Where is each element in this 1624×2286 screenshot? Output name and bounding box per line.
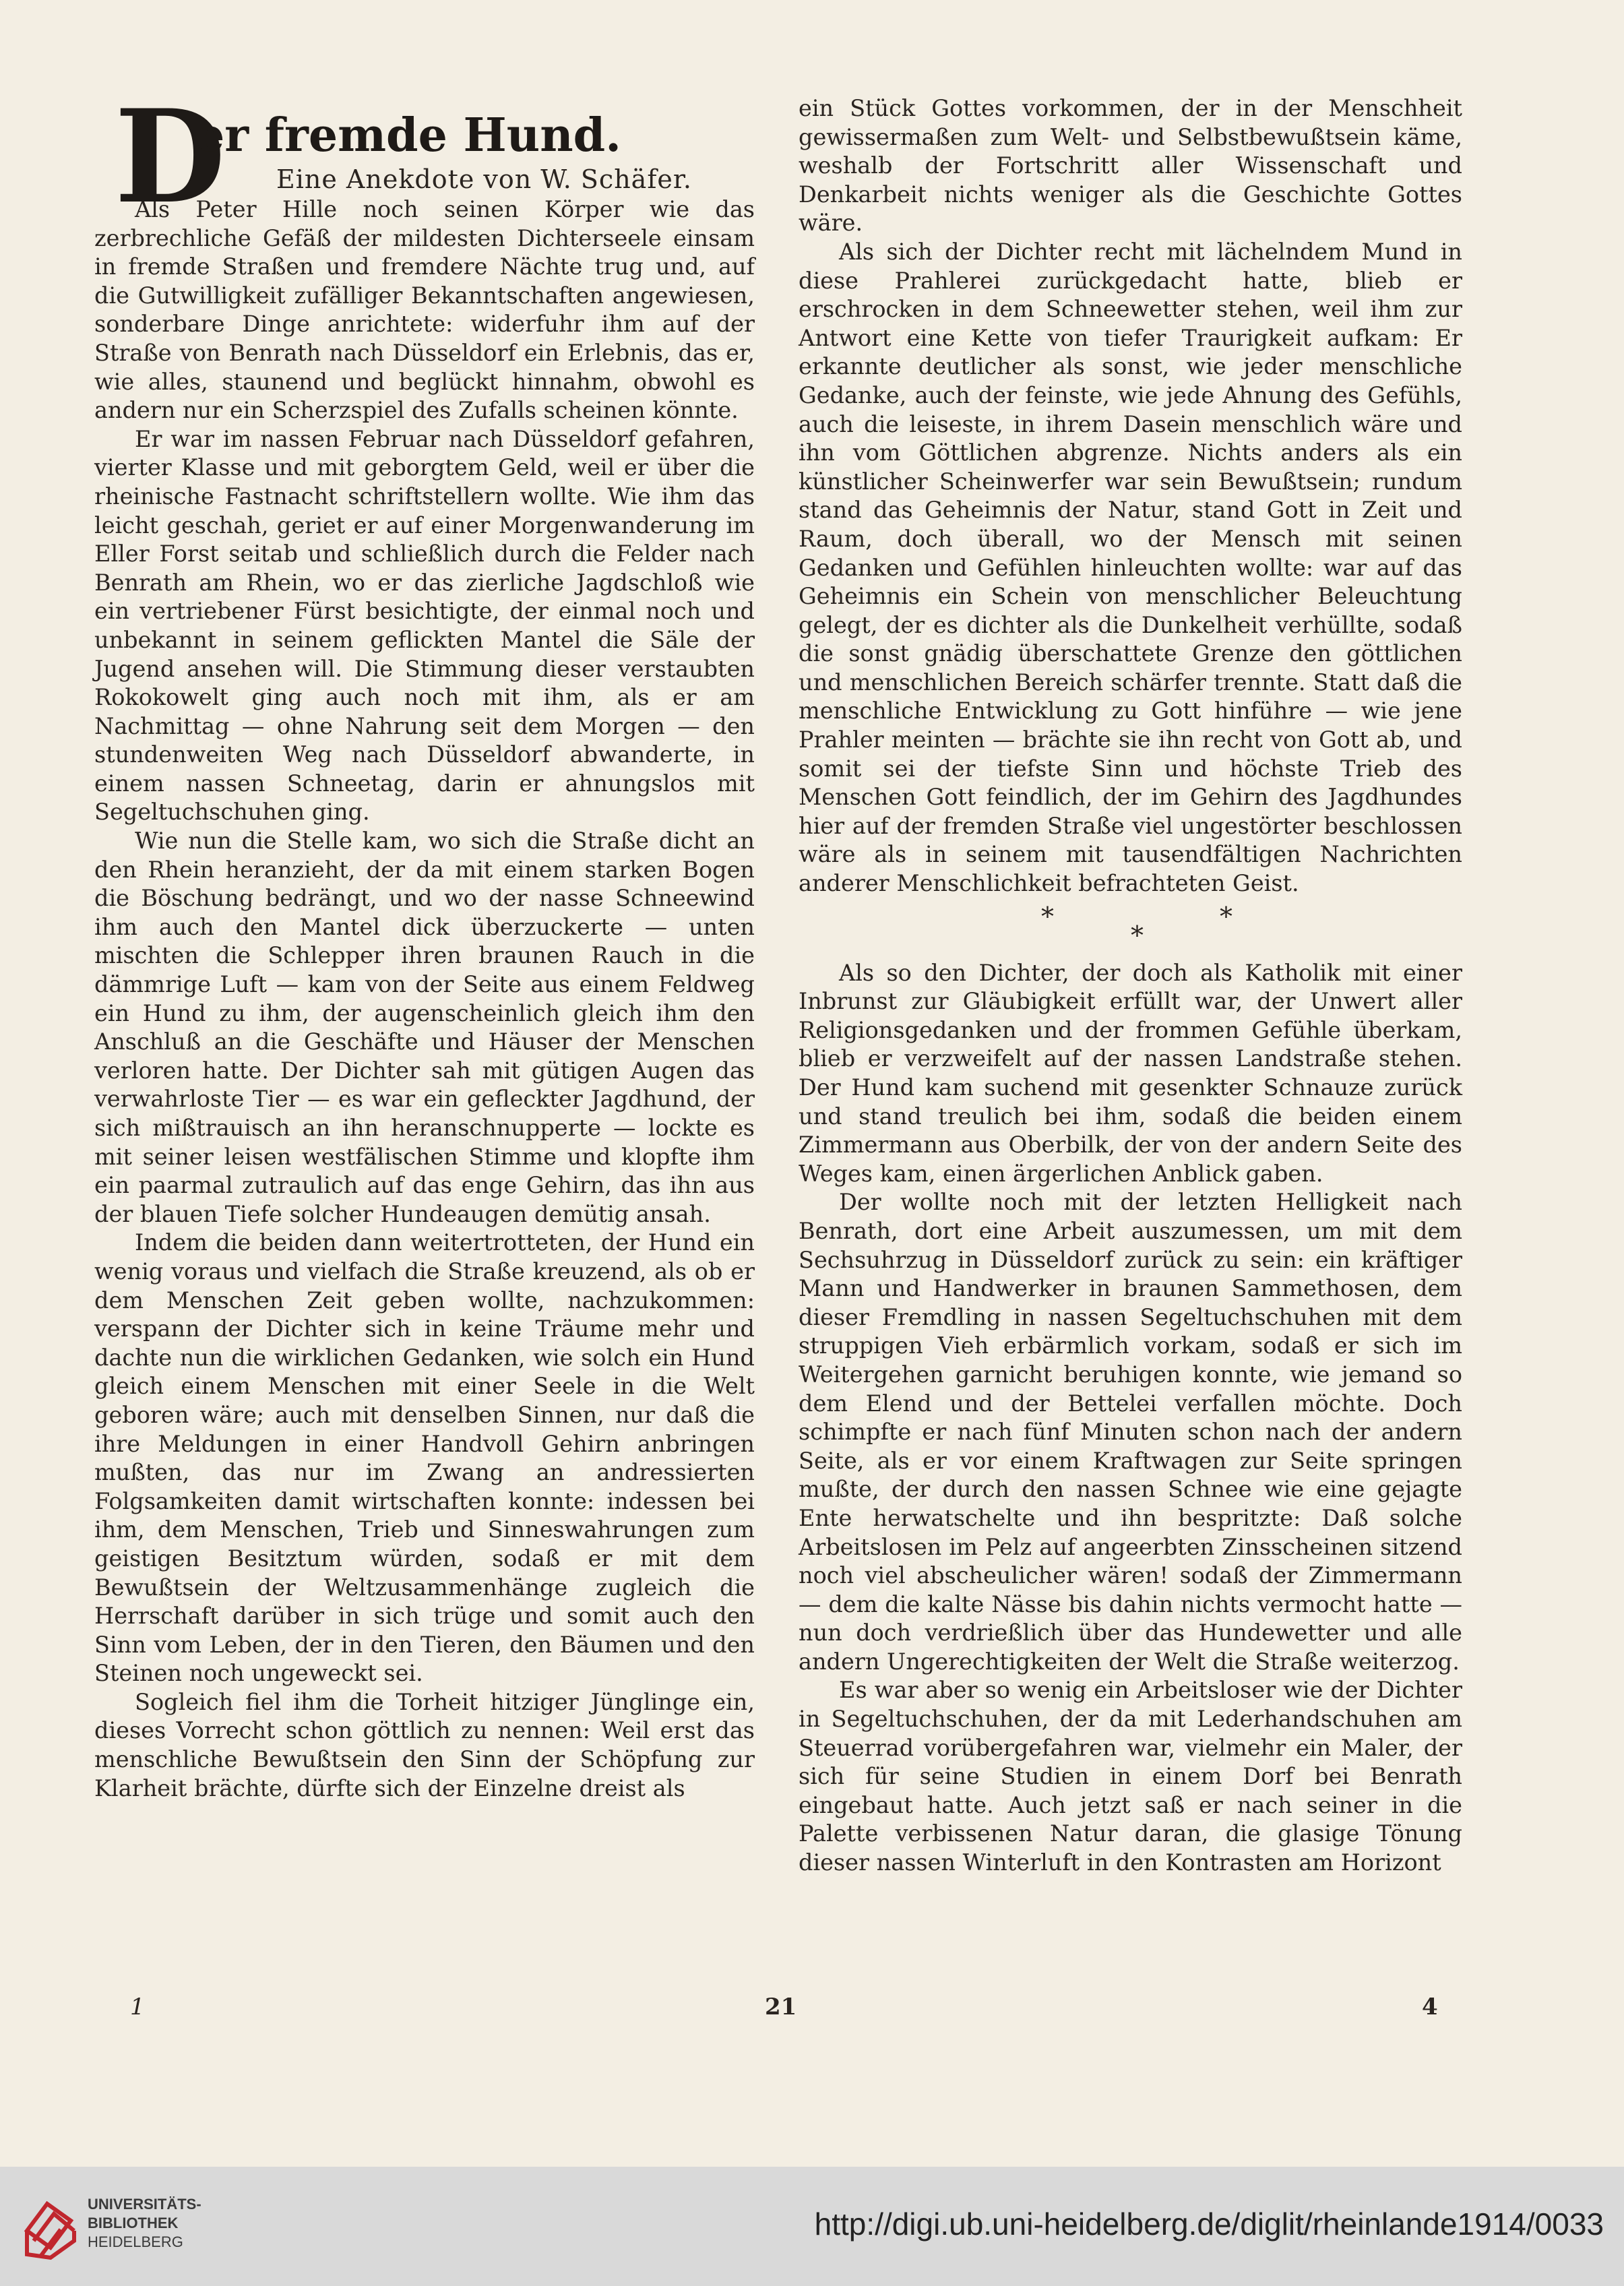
permalink-url[interactable]: http://digi.ub.uni-heidelberg.de/diglit/rheinlande1914/0033 [814, 2206, 1604, 2242]
library-footer-bar [0, 2167, 1624, 2286]
title-initial: D [115, 82, 226, 232]
paragraph: ein Stück Gottes vorkommen, der in der Menschheit gewissermaßen zum Welt- und Selbstbewußtsein käme, weshalb der Fortschritt aller Wissenschaft und Denkarbeit nichts weniger als die Geschichte Gottes wäre. [799, 95, 1462, 237]
page-number: 21 [765, 1994, 797, 2020]
paragraph: Als Peter Hille noch seinen Körper wie das zerbrechliche Gefäß der mildesten Dichterseele einsam in fremde Straßen und fremdere Nächte trug und, auf die Gutwilligkeit zufälliger Bekanntschaften angewiesen, sonderbare Dinge anrichtete: widerfuhr ihm auf der Straße von Benrath nach Düsseldorf ein Erlebnis, das er, wie alles, staunend und beglückt hinnahm, obwohl es andern nur ein Scherzspiel des Zufalls scheinen könnte. [94, 196, 755, 424]
library-name-line3: HEIDELBERG [88, 2233, 183, 2250]
article-header [94, 82, 755, 232]
separator-star: * [1041, 901, 1054, 931]
signature-mark-right: 4 [1422, 1994, 1438, 2020]
library-name [88, 2195, 201, 2252]
paragraph: Sogleich fiel ihm die Torheit hitziger Jünglinge ein, dieses Vorrecht schon göttlich zu nennen: Weil erst das menschliche Bewußtsein den Sinn der Schöpfung zur Klarheit brächte, dürfte sich der Einzelne dreist als [94, 1688, 755, 1801]
article-subtitle: Eine Anekdote von W. Schäfer. [276, 164, 692, 194]
paragraph: Der wollte noch mit der letzten Helligkeit nach Benrath, dort eine Arbeit auszumessen, um mit dem Sechsuhrzug in Düsseldorf zurück zu sein: ein kräftiger Mann und Handwerker in braunen Sammethosen, dem dieser Fremdling in nassen Segeltuchschuhen mit dem struppigen Vieh erbärmlich vorkam, sodaß er sich im Weitergehen garnicht beruhigen konnte, wie jemand so dem Elend und der Bettelei verfallen möchte. Doch schimpfte er nach fünf Minuten schon nach der andern Seite, als er vor einem Kraftwagen zur Seite springen mußte, der durch den nassen Schnee wie eine gejagte Ente herwatschelte und ihn bespritzte: Daß solche Arbeitslosen im Pelz auf angeerbten Zinsscheinen sitzend noch viel abscheulicher wären! sodaß der Zimmermann — dem die kalte Nässe bis dahin nichts vermocht hatte — nun doch verdrießlich über das Hundewetter und alle andern Ungerechtigkeiten der Welt die Straße weiterzog. [799, 1189, 1462, 1675]
left-column [94, 82, 755, 1803]
section-separator [799, 898, 1462, 959]
paragraph: Es war aber so wenig ein Arbeitsloser wie der Dichter in Segeltuchschuhen, der da mit Lederhandschuhen am Steuerrad vorübergefahren war, vielmehr ein Maler, der sich für seine Studien in einem Dorf bei Benrath eingebaut hatte. Auch jetzt saß er nach seiner in die Palette verbissenen Natur daran, die glasige Tönung dieser nassen Winterluft in den Kontrasten am Horizont [799, 1677, 1462, 1876]
paragraph: Als so den Dichter, der doch als Katholik mit einer Inbrunst zur Gläubigkeit erfüllt war, der Unwert aller Religionsgedanken und der frommen Gefühle überkam, blieb er verzweifelt auf der nassen Landstraße stehen. Der Hund kam suchend mit gesenkter Schnauze zurück und stand treulich bei ihm, sodaß die beiden einem Zimmermann aus Oberbilk, der von der andern Seite des Weges kam, einen ärgerlichen Anblick gaben. [799, 959, 1462, 1187]
library-logo-icon[interactable] [20, 2190, 81, 2264]
library-name-line1: UNIVERSITÄTS- [88, 2196, 201, 2213]
library-name-line2: BIBLIOTHEK [88, 2215, 179, 2231]
paragraph: Als sich der Dichter recht mit lächelndem Mund in diese Prahlerei zurückgedacht hatte, blieb er erschrocken in dem Schneewetter stehen, weil ihm zur Antwort eine Kette von tiefer Traurigkeit aufkam: Er erkannte deutlicher als sonst, wie jeder menschliche Gedanke, auch der feinste, wie jede Ahnung des Gefühls, auch die leiseste, in ihrem Dasein menschlich wäre und ihn vom Göttlichen abgrenze. Nichts anders als ein künstlicher Scheinwerfer war sein Bewußtsein; rundum stand das Geheimnis der Natur, stand Gott in Zeit und Raum, doch überall, wo der Mensch mit seinen Gedanken und Gefühlen hinleuchten wollte: war auf das Geheimnis ein Schein von menschlicher Beleuchtung gelegt, der es dichter als die Dunkelheit verhüllte, sodaß die sonst gnädig überschattete Grenze den göttlichen und menschlichen Bereich schärfer trennte. Statt daß die menschliche Entwicklung zu Gott hinführe — wie jene Prahler meinten — brächte sie ihn recht von Gott ab, und somit sei der tiefste Sinn und höchste Trieb des Menschen Gott feindlich, der im Gehirn des Jagdhundes hier auf der fremden Straße viel ungestörter beschlossen wäre als in seinem mit tausendfältigen Nachrichten anderer Menschlichkeit befrachteten Geist. [799, 238, 1462, 897]
paragraph: Wie nun die Stelle kam, wo sich die Straße dicht an den Rhein heranzieht, der da mit einem starken Bogen die Böschung bedrängt, und wo der nasse Schneewind ihm auch den Mantel dick überzuckerte — unten mischten die Schlepper ihren braunen Rauch in die dämmrige Luft — kam von der Seite aus einem Feldweg ein Hund zu ihm, der augenscheinlich gleich ihm den Anschluß an die Geschäfte und Häuser der Menschen verloren hatte. Der Dichter sah mit gütigen Augen das verwahrloste Tier — es war ein gefleckter Jagdhund, der sich mißtrauisch an ihn heranschnupperte — lockte es mit seiner leisen westfälischen Stimme und klopfte ihm ein paarmal zutraulich auf das enge Gehirn, das ihn aus der blauen Tiefe solcher Hundeaugen demütig ansah. [94, 828, 755, 1227]
paragraph: Er war im nassen Februar nach Düsseldorf gefahren, vierter Klasse und mit geborgtem Geld, weil er über die rheinische Fastnacht schriftstellern wollte. Wie ihm das leicht geschah, geriet er auf einer Morgenwanderung im Eller Forst seitab und schließlich durch die Felder nach Benrath am Rhein, wo er das zierliche Jagdschloß wie ein vertriebener Fürst besichtigte, der einmal noch und unbekannt in seinem geflickten Mantel die Säle der Jugend ansehen will. Die Stimmung dieser verstaubten Rokokowelt ging auch noch mit ihm, als er am Nachmittag — ohne Nahrung seit dem Morgen — den stundenweiten Weg nach Düsseldorf abwanderte, in einem nassen Schneetag, darin er ahnungslos mit Segeltuchschuhen ging. [94, 425, 755, 826]
signature-mark-left: 1 [130, 1994, 145, 2020]
separator-star: * [1220, 901, 1232, 931]
paragraph: Indem die beiden dann weitertrotteten, der Hund ein wenig voraus und vielfach die Straße kreuzend, als ob er dem Menschen Zeit geben wollte, nachzukommen: verspann der Dichter sich in keine Träume mehr und dachte nun die wirklichen Gedanken, wie solch ein Hund gleich einem Menschen mit einer Seele in die Welt geboren wäre; auch mit denselben Sinnen, nur daß die ihre Meldungen in einer Handvoll Gehirn anbringen mußten, das nur im Zwang an andressierten Folgsamkeiten damit wirtschaften konnte: indessen bei ihm, dem Menschen, Trieb und Sinneswahrungen zum geistigen Besitztum würden, sodaß er mit dem Bewußtsein der Weltzusammenhänge zugleich die Herrschaft darüber in sich trüge und somit auch den Sinn vom Leben, der in den Tieren, den Bäumen und den Steinen noch ungeweckt sei. [94, 1229, 755, 1687]
right-column [799, 94, 1462, 1878]
article-title: er fremde Hund. [195, 109, 621, 162]
separator-star: * [1131, 920, 1144, 950]
